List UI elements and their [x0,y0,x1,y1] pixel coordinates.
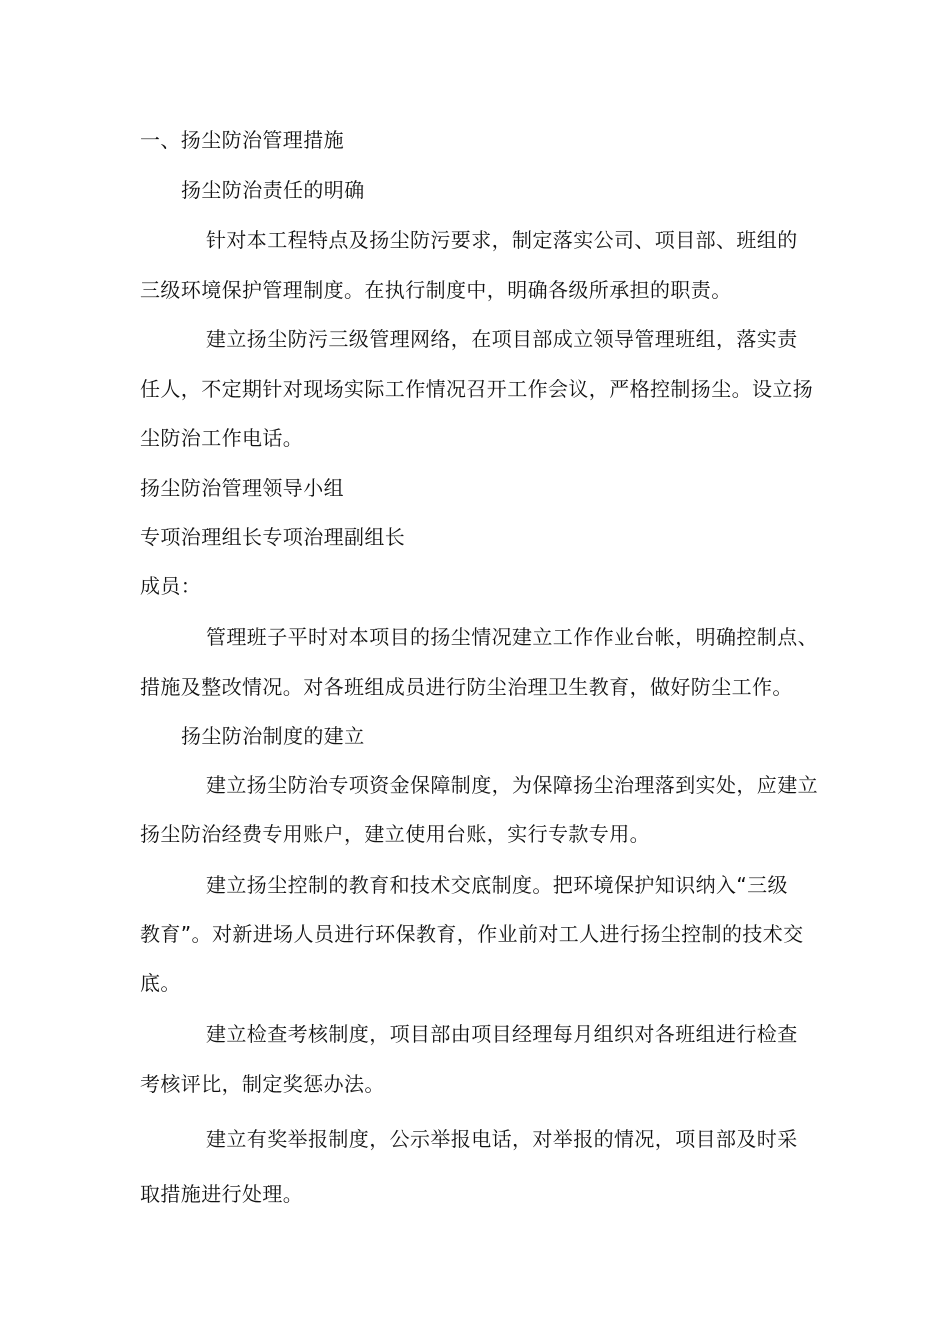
paragraph-4-line-2: 扬尘防治经费专用账户，建立使用台账，实行专款专用。 [140,822,650,846]
paragraph-2-line-2: 任人，不定期针对现场实际工作情况召开工作会议，严格控制扬尘。设立扬 [140,377,814,401]
paragraph-5-line-1: 建立扬尘控制的教育和技术交底制度。把环境保护知识纳入“三级 [206,873,788,897]
group-title: 扬尘防治管理领导小组 [140,476,344,500]
section-title-system: 扬尘防治制度的建立 [181,724,365,748]
paragraph-6-line-2: 考核评比，制定奖惩办法。 [140,1072,385,1096]
paragraph-7-line-1: 建立有奖举报制度，公示举报电话，对举报的情况，项目部及时采 [206,1127,798,1151]
group-leaders: 专项治理组长专项治理副组长 [140,525,406,549]
paragraph-7-line-2: 取措施进行处理。 [140,1182,304,1206]
paragraph-6-line-1: 建立检查考核制度，项目部由项目经理每月组织对各班组进行检查 [206,1022,798,1046]
paragraph-5-line-3: 底。 [140,971,181,995]
paragraph-3-line-1: 管理班子平时对本项目的扬尘情况建立工作作业台帐，明确控制点、 [206,625,818,649]
paragraph-1-line-2: 三级环境保护管理制度。在执行制度中，明确各级所承担的职责。 [140,278,732,302]
paragraph-1-line-1: 针对本工程特点及扬尘防污要求，制定落实公司、项目部、班组的 [206,228,798,252]
paragraph-5-line-2: 教育”。对新进场人员进行环保教育，作业前对工人进行扬尘控制的技术交 [140,922,804,946]
section-title-responsibility: 扬尘防治责任的明确 [181,178,365,202]
heading-1: 一、扬尘防治管理措施 [140,128,344,152]
group-members: 成员： [140,574,202,598]
paragraph-2-line-3: 尘防治工作电话。 [140,426,304,450]
paragraph-2-line-1: 建立扬尘防污三级管理网络，在项目部成立领导管理班组，落实责 [206,327,798,351]
paragraph-4-line-1: 建立扬尘防治专项资金保障制度，为保障扬尘治理落到实处，应建立 [206,773,818,797]
paragraph-3-line-2: 措施及整改情况。对各班组成员进行防尘治理卫生教育，做好防尘工作。 [140,675,793,699]
